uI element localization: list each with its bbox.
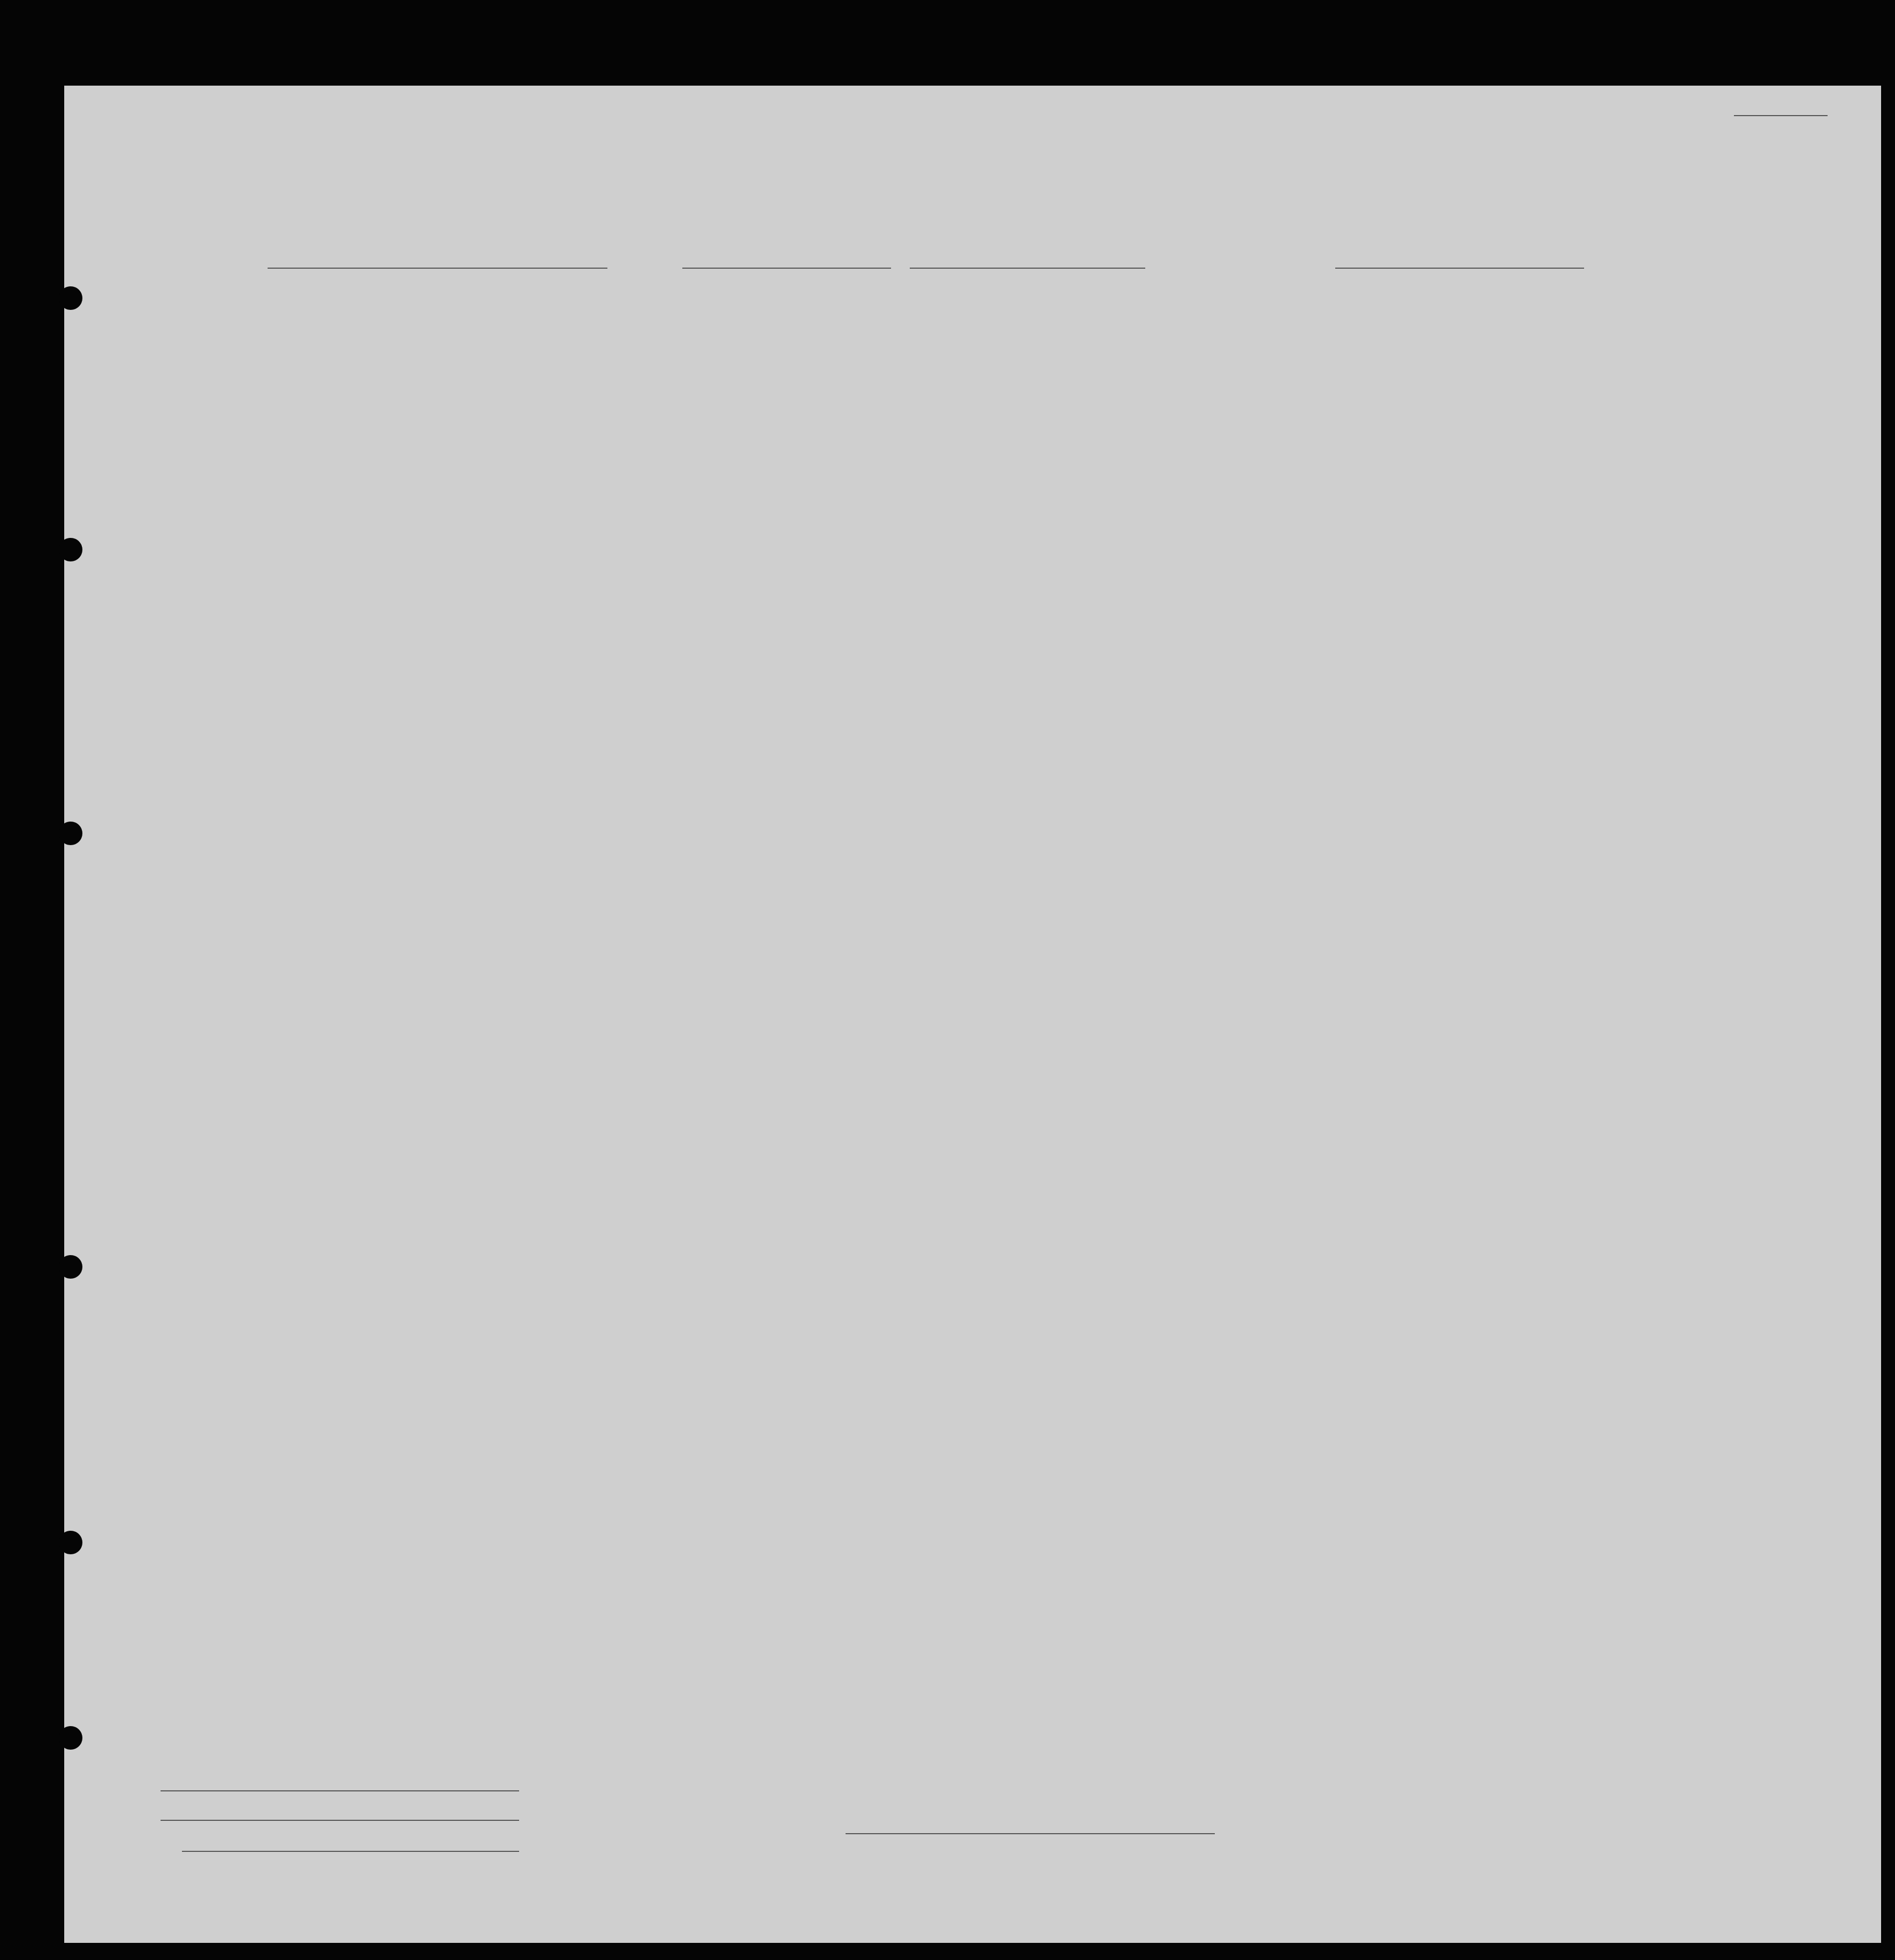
binder-hole [59,822,82,845]
inspector-label [846,1833,1215,1834]
binder-hole [59,286,82,310]
from-port [1335,268,1584,269]
manifest-sheet [64,86,1881,1943]
arrival-port [682,268,891,269]
line-value [161,1790,519,1791]
binder-hole [59,538,82,561]
binder-hole [59,1255,82,1279]
page-title [351,142,369,173]
owners-value [161,1820,519,1821]
arrival-date [910,268,1145,269]
sheet-number [1734,115,1828,116]
binder-hole [59,1531,82,1554]
vessel-name [268,268,607,269]
binder-hole [59,1726,82,1750]
agents-value [182,1851,519,1852]
